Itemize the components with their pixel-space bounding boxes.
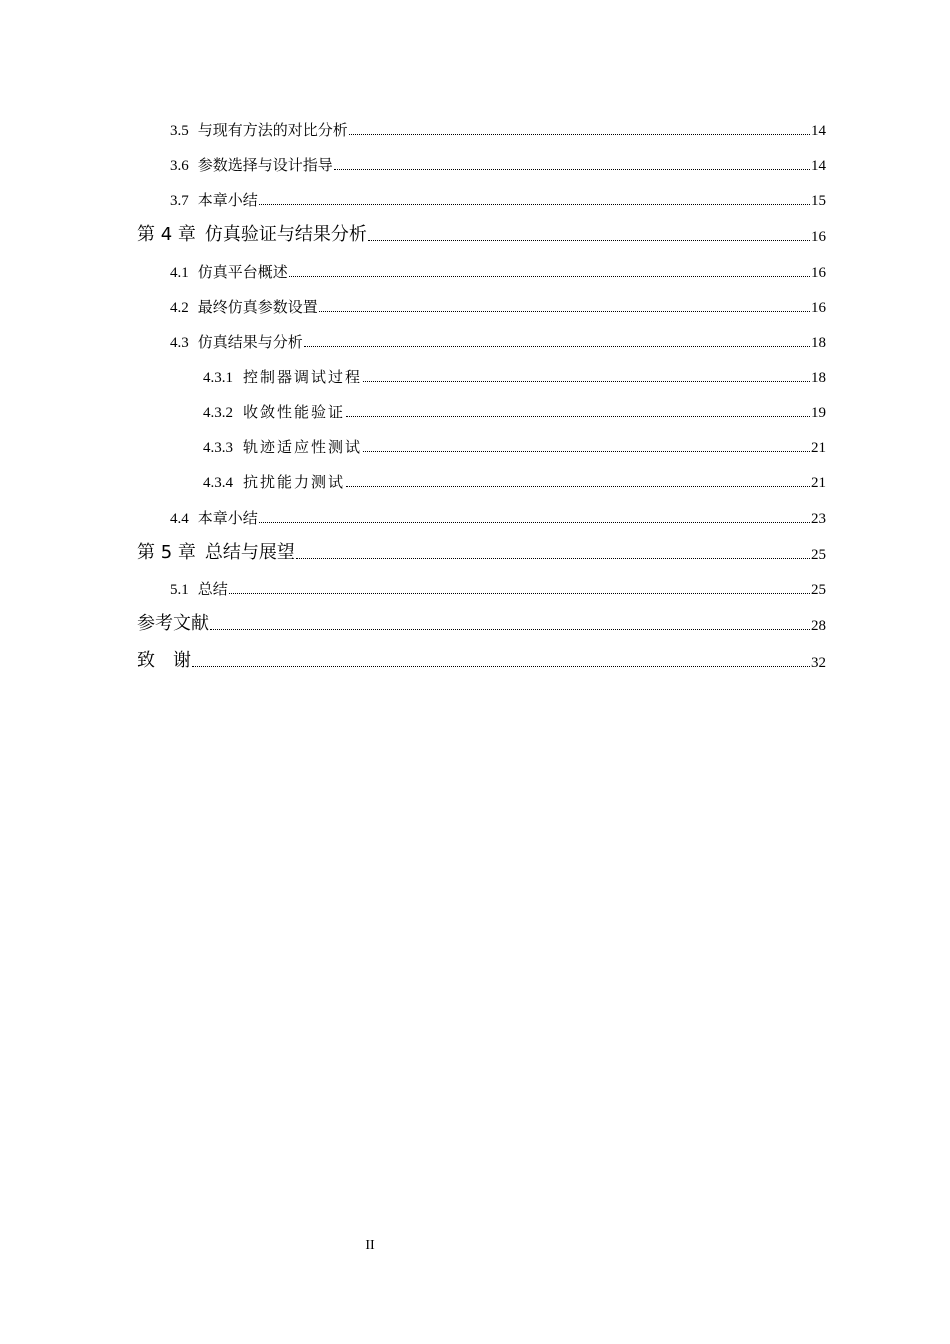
toc-entry-title: 收敛性能验证 [243, 405, 346, 421]
toc-entry-number: 4.2 [170, 300, 189, 316]
toc-entry[interactable] [170, 151, 826, 175]
toc-entry-page: 18 [811, 370, 826, 386]
toc-entry-page: 28 [811, 618, 826, 634]
toc-dot-leader [229, 593, 810, 594]
toc-entry-title: 轨迹适应性测试 [243, 440, 363, 456]
toc-entry[interactable] [170, 116, 826, 140]
toc-dot-leader [289, 276, 810, 277]
toc-chapter-entry[interactable] [137, 540, 826, 564]
toc-dot-leader [210, 629, 810, 630]
toc-chapter-title: 总结与展望 [204, 542, 295, 563]
toc-entry-page: 16 [811, 300, 826, 316]
toc-dot-leader [192, 666, 810, 667]
toc-dot-leader [259, 204, 810, 205]
toc-chapter-entry[interactable] [137, 222, 826, 246]
toc-entry-page: 18 [811, 335, 826, 351]
toc-entry-title: 参数选择与设计指导 [197, 158, 333, 174]
toc-entry-title: 本章小结 [197, 511, 258, 527]
toc-subsection-entry[interactable] [203, 433, 826, 457]
toc-entry-page: 32 [811, 655, 826, 671]
toc-dot-leader [304, 346, 810, 347]
toc-entry-number: 4.1 [170, 265, 189, 281]
toc-entry-page: 25 [811, 547, 826, 563]
toc-dot-leader [363, 451, 810, 452]
toc-dot-leader [346, 416, 810, 417]
page-footer-number: II [365, 1238, 375, 1253]
toc-entry-number: 4.3.1 [203, 370, 233, 386]
toc-chapter-number: 第 5 章 [137, 542, 196, 563]
toc-dot-leader [349, 134, 810, 135]
toc-entry[interactable] [170, 258, 826, 282]
toc-entry-number: 4.4 [170, 511, 189, 527]
toc-dot-leader [363, 381, 810, 382]
toc-subsection-entry[interactable] [203, 468, 826, 492]
toc-acknowledgements-entry[interactable] [137, 648, 826, 672]
toc-entry-title: 最终仿真参数设置 [197, 300, 318, 316]
toc-entry-title: 控制器调试过程 [243, 370, 363, 386]
toc-entry-title: 与现有方法的对比分析 [197, 123, 348, 139]
toc-entry-title: 仿真平台概述 [197, 265, 288, 281]
toc-entry-number: 3.7 [170, 193, 189, 209]
toc-entry-number: 4.3.4 [203, 475, 233, 491]
toc-entry-title: 本章小结 [197, 193, 258, 209]
toc-dot-leader [346, 486, 810, 487]
toc-entry-page: 16 [811, 265, 826, 281]
toc-entry-number: 4.3 [170, 335, 189, 351]
toc-entry-number: 3.6 [170, 158, 189, 174]
toc-entry-page: 23 [811, 511, 826, 527]
toc-entry-page: 14 [811, 158, 826, 174]
toc-dot-leader [296, 558, 810, 559]
toc-entry-page: 19 [811, 405, 826, 421]
toc-dot-leader [368, 240, 810, 241]
toc-entry-page: 16 [811, 229, 826, 245]
toc-entry[interactable] [170, 293, 826, 317]
toc-dot-leader [334, 169, 810, 170]
toc-entry-page: 25 [811, 582, 826, 598]
toc-entry-page: 21 [811, 440, 826, 456]
toc-entry-page: 15 [811, 193, 826, 209]
toc-entry-title: 仿真结果与分析 [197, 335, 303, 351]
toc-entry-title: 总结 [197, 582, 228, 598]
toc-chapter-title: 参考文献 [137, 613, 209, 634]
toc-dot-leader [259, 522, 810, 523]
toc-entry[interactable] [170, 575, 826, 599]
toc-entry[interactable] [170, 186, 826, 210]
toc-entry[interactable] [170, 328, 826, 352]
toc-subsection-entry[interactable] [203, 398, 826, 422]
toc-entry-number: 3.5 [170, 123, 189, 139]
toc-entry[interactable] [170, 504, 826, 528]
toc-references-entry[interactable] [137, 611, 826, 635]
toc-entry-title: 抗扰能力测试 [243, 475, 346, 491]
toc-chapter-title: 致 谢 [137, 650, 191, 671]
toc-dot-leader [319, 311, 810, 312]
toc-entry-number: 5.1 [170, 582, 189, 598]
toc-entry-number: 4.3.3 [203, 440, 233, 456]
toc-entry-page: 14 [811, 123, 826, 139]
toc-subsection-entry[interactable] [203, 363, 826, 387]
toc-chapter-number: 第 4 章 [137, 224, 196, 245]
toc-entry-number: 4.3.2 [203, 405, 233, 421]
toc-entry-page: 21 [811, 475, 826, 491]
toc-chapter-title: 仿真验证与结果分析 [204, 224, 367, 245]
